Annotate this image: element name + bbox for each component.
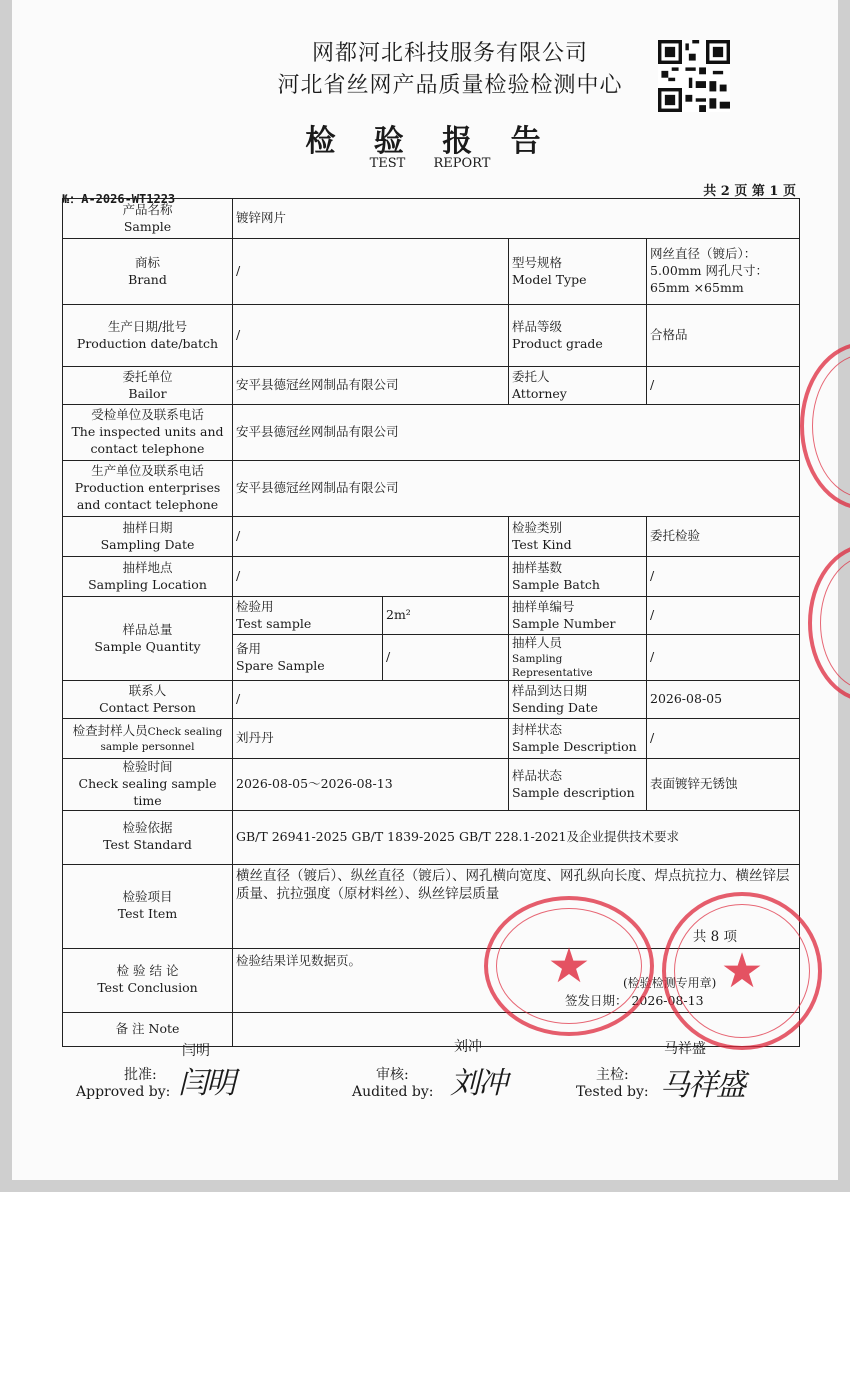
- sampling-location-label: 抽样地点 Sampling Location: [63, 557, 233, 597]
- table-row: [63, 199, 800, 239]
- production-date-label: 生产日期/批号 Production date/batch: [63, 305, 233, 367]
- test-kind-label: 检验类别 Test Kind: [509, 517, 647, 557]
- check-sealing-value: 刘丹丹: [233, 719, 509, 759]
- report-number: №：A-2026-WT1223: [62, 192, 176, 206]
- company-name: 网都河北科技服务有限公司: [311, 41, 588, 66]
- product-grade-value: 合格品: [647, 305, 800, 367]
- check-time-value: 2026-08-05～2026-08-13: [233, 759, 509, 811]
- table-row: [63, 305, 800, 367]
- test-item-label: 检验项目 Test Item: [63, 864, 233, 948]
- page-info: 共 2 页 第 1 页: [703, 184, 796, 199]
- sample-state-label: 样品状态 Sample description: [509, 759, 647, 811]
- sampling-date-label: 抽样日期 Sampling Date: [63, 517, 233, 557]
- note-label: 备 注 Note: [63, 1012, 233, 1046]
- inspected-units-label: 受检单位及联系电话 The inspected units and contact telephone: [63, 405, 233, 461]
- center-seal-icon: ★: [662, 892, 822, 1050]
- tested-cn: 主检:: [596, 1067, 629, 1083]
- table-row: [63, 719, 800, 759]
- center-name: 河北省丝网产品质量检验检测中心: [277, 73, 623, 98]
- tester-signature: 马祥盛: [660, 1068, 744, 1103]
- report-title: 检 验 报 告: [305, 124, 555, 159]
- production-date-value: /: [233, 305, 509, 367]
- sending-date-label: 样品到达日期 Sending Date: [509, 681, 647, 719]
- approver-signature: 闫明: [178, 1066, 234, 1101]
- qr-code-icon: [658, 40, 730, 112]
- table-row: [63, 759, 800, 811]
- test-kind-value: 委托检验: [647, 517, 800, 557]
- attorney-label: 委托人 Attorney: [509, 367, 647, 405]
- sampling-date-value: /: [233, 517, 509, 557]
- table-row: [63, 557, 800, 597]
- table-row: [63, 405, 800, 461]
- model-label: 型号规格 Model Type: [509, 239, 647, 305]
- test-standard-value: GB/T 26941-2025 GB/T 1839-2025 GB/T 228.1-2021及企业提供技术要求: [233, 810, 800, 864]
- table-row: [63, 367, 800, 405]
- approver-name: 闫明: [182, 1043, 210, 1059]
- attorney-value: /: [647, 367, 800, 405]
- sample-batch-value: /: [647, 557, 800, 597]
- audited-cn: 审核:: [376, 1067, 409, 1083]
- sample-label: 产品名称 Sample: [63, 199, 233, 239]
- tested-en: Tested by:: [576, 1084, 649, 1100]
- test-item-value: 横丝直径（镀后）、纵丝直径（镀后）、网孔横向宽度、网孔纵向长度、焊点抗拉力、横丝锌层质量、抗拉强度（原材料丝）、纵丝锌层质量: [236, 867, 790, 903]
- bailor-value: 安平县德冠丝网制品有限公司: [233, 367, 509, 405]
- table-row: [63, 597, 800, 635]
- bailor-label: 委托单位 Bailor: [63, 367, 233, 405]
- sample-value: 镀锌网片: [233, 199, 800, 239]
- sending-date-value: 2026-08-05: [647, 681, 800, 719]
- seal-description-value: /: [647, 719, 800, 759]
- conclusion-value: 检验结果详见数据页。: [236, 952, 362, 968]
- table-row: [63, 517, 800, 557]
- spare-sample-label: 备用 Spare Sample: [233, 635, 383, 681]
- inspected-units-value: 安平县德冠丝网制品有限公司: [233, 405, 800, 461]
- company-seal-icon: ★: [484, 896, 654, 1036]
- issue-date: 签发日期： 2026-08-13: [565, 992, 704, 1008]
- sampling-rep-label: 抽样人员 Sampling Representative: [509, 635, 647, 681]
- sample-batch-label: 抽样基数 Sample Batch: [509, 557, 647, 597]
- contact-person-value: /: [233, 681, 509, 719]
- brand-value: /: [233, 239, 509, 305]
- conclusion-label: 检 验 结 论 Test Conclusion: [63, 948, 233, 1012]
- model-value: 网丝直径（镀后）：5.00mm 网孔尺寸：65mm ×65mm: [647, 239, 800, 305]
- contact-person-label: 联系人 Contact Person: [63, 681, 233, 719]
- seal-note: (检验检测专用章): [623, 975, 717, 990]
- table-row: [63, 239, 800, 305]
- seal-description-label: 封样状态 Sample Description: [509, 719, 647, 759]
- approved-cn: 批准:: [124, 1067, 157, 1083]
- sample-number-value: /: [647, 597, 800, 635]
- tester-name: 马祥盛: [664, 1041, 706, 1057]
- auditor-signature: 刘冲: [450, 1066, 506, 1101]
- check-sealing-label: 检查封样人员Check sealing sample personnel: [63, 719, 233, 759]
- product-grade-label: 样品等级 Product grade: [509, 305, 647, 367]
- production-enterprises-label: 生产单位及联系电话 Production enterprises and contact telephone: [63, 461, 233, 517]
- brand-label: 商标 Brand: [63, 239, 233, 305]
- sample-state-value: 表面镀锌无锈蚀: [647, 759, 800, 811]
- sample-number-label: 抽样单编号 Sample Number: [509, 597, 647, 635]
- spare-sample-value: /: [383, 635, 509, 681]
- auditor-name: 刘冲: [454, 1039, 482, 1055]
- table-row: [63, 681, 800, 719]
- test-standard-label: 检验依据 Test Standard: [63, 810, 233, 864]
- table-row: [63, 810, 800, 864]
- table-row: [63, 461, 800, 517]
- sampling-location-value: /: [233, 557, 509, 597]
- test-sample-value: 2m²: [383, 597, 509, 635]
- production-enterprises-value: 安平县德冠丝网制品有限公司: [233, 461, 800, 517]
- report-title-en: TEST REPORT: [369, 156, 491, 171]
- approved-en: Approved by:: [76, 1084, 171, 1100]
- sampling-rep-value: /: [647, 635, 800, 681]
- test-sample-label: 检验用 Test sample: [233, 597, 383, 635]
- test-item-count: 共 8 项: [692, 928, 738, 945]
- check-time-label: 检验时间 Check sealing sample time: [63, 759, 233, 811]
- audited-en: Audited by:: [352, 1084, 434, 1100]
- sample-quantity-label: 样品总量 Sample Quantity: [63, 597, 233, 681]
